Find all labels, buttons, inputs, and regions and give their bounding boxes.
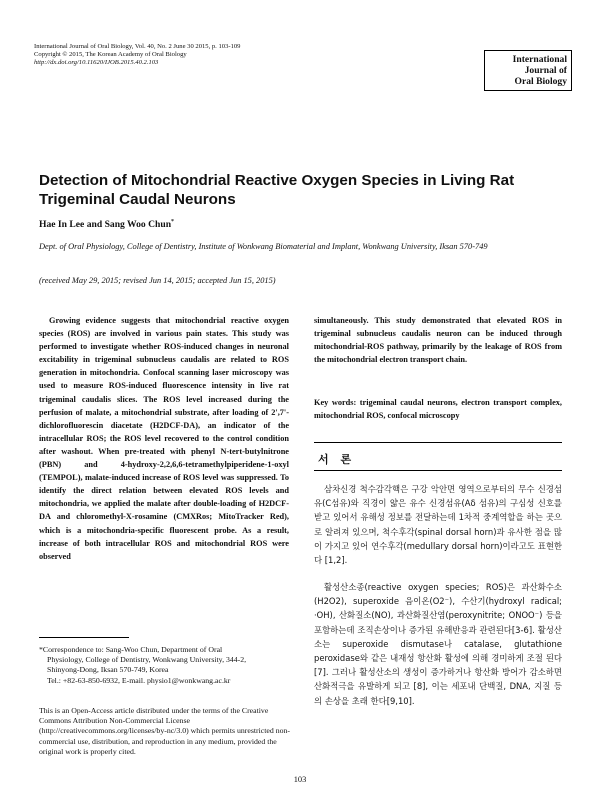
running-header [34,43,364,68]
intro-paragraph-2: 활성산소종(reactive oxygen species; ROS)은 과산화수소(H2O2), superoxide 음이온(O2⁻), 수산기(hydroxyl radical; ·OH), 산화질소(NO), 과산화질산염(peroxynitrite; ONOO⁻) 등을 포함하는데 조직손상이나 증가된 유해반응과 관련된다[3-6]. 활성산소는 superoxide dismutase나 catalase, glutathione peroxidase와 같은 내재성 항산화 활성에 의해 경미하게 조절 된다[7]. 그러나 활성산소의 생성이 증가하거나 항산화 방어가 감소하면 산화적극을 유발하게 되고 [8], 이는 세포내 단백질, DNA, 지질 등의 손상을 초래 한다[9,10]. [314,582,562,706]
journal-box-line: International [512,54,567,65]
header-copyright-line: Copyright © 2015, The Korean Academy of Oral Biology [34,51,187,59]
journal-name-box [484,50,572,91]
page-number: 103 [293,775,307,784]
footnote-line: Tel.: +82-63-850-6932, E-mail. physio1@wonkwang.ac.kr [47,675,231,685]
footnote-line: *Correspondence to: Sang-Woo Chun, Department of Oral [39,645,223,654]
keywords: Key words: trigeminal caudal neurons, electron transport complex, mitochondrial ROS, confocal microscopy [314,398,562,421]
section-rule-top [314,442,562,443]
author-line [39,219,174,230]
footnote-rule [39,637,129,638]
journal-box-line: Journal of [524,65,567,76]
journal-box-line: Oral Biology [514,76,567,87]
section-rule-bottom [314,470,562,471]
intro-paragraph-1: 삼차신경 척수감각핵은 구강 악안면 영역으로부터의 무수 신경섬유(C섬유)와 직경이 얇은 유수 신경섬유(Aδ 섬유)의 구심성 신호를 받고 있어서 유해성 정보를 전달하는데 1차적 중계역할을 하는 곳으로 알려져 있으며, 척수후각(spinal dorsal horn)과 유사한 점을 많이 가지고 있어 연수후각(medullary dorsal horn)이라고도 표현한다 [1,2]. [314,484,562,566]
section-title: 서 론 [318,453,356,466]
open-access-notice: This is an Open-Access article distributed under the terms of the Creative Commons Attribution Non-Commercial License (http://creativecommons.org/licenses/by-nc/3.0) which permits unrestricted non-commercial use, distribution, and reproduction in any medium, provided the original work is properly cited. [39,706,291,756]
correspondence-footnote [39,645,294,686]
corresponding-mark: * [171,219,175,225]
received-dates: (received May 29, 2015; revised Jun 14, 2015; accepted Jun 15, 2015) [39,276,276,285]
paper-title: Detection of Mitochondrial Reactive Oxygen Species in Living Rat Trigeminal Caudal Neurons [39,172,515,208]
author-names: Hae In Lee and Sang Woo Chun [39,219,172,231]
abstract-right-column: simultaneously. This study demonstrated that elevated ROS in trigeminal subnucleus caudalis neuron can be induced through mitochondrial-ROS pathway, primarily by the leakage of ROS from the mitochondrial electron transport chain. [314,316,562,365]
header-journal-line: International Journal of Oral Biology, Vol. 40, No. 2 June 30 2015, p. 103-109 [34,43,241,50]
affiliation: Dept. of Oral Physiology, College of Dentistry, Institute of Wonkwang Biomaterial and Implant, Wonkwang University, Iksan 570-749 [39,242,488,251]
abstract-left-column: Growing evidence suggests that mitochondrial reactive oxygen species (ROS) are involved in various pain states. This study was performed to investigate whether ROS-induced changes in neuronal excitability in trigeminal subnucleus caudalis are related to ROS generation in mitochondria. Confocal scanning laser microscopy was used to measure ROS-induced fluorescence intensity in live rat trigeminal caudalis slices. The ROS level increased during the perfusion of malate, a mitochondrial substrate, after loading of 2',7'-dichlorofluorescin diacetate (H2DCF-DA), an indicator of the intracellular ROS; the ROS level recovered to the control condition after washout. When pre-treated with phenyl N-tert-butylnitrone (PBN) and 4-hydroxy-2,2,6,6-tetramethylpiperidene-1-oxyl (TEMPOL), malate-induced increase of ROS level was suppressed. To identify the direct relation between elevated ROS levels and mitochondria, we applied the malate after double-loading of H2DCF-DA and chloromethyl-X-rosamine (CMXRos; MitoTracker Red), which is a mitochondria-specific fluorescent probe. As a result, increase of both intracellular ROS and mitochondrial ROS were observed [39,316,289,561]
footnote-line: Physiology, College of Dentistry, Wonkwang University, 344-2, [47,655,247,665]
header-doi-line: http://dx.doi.org/10.11620/IJOB.2015.40.2.103 [34,59,159,67]
footnote-line: Shinyong-Dong, Iksan 570-749, Korea [47,665,169,675]
